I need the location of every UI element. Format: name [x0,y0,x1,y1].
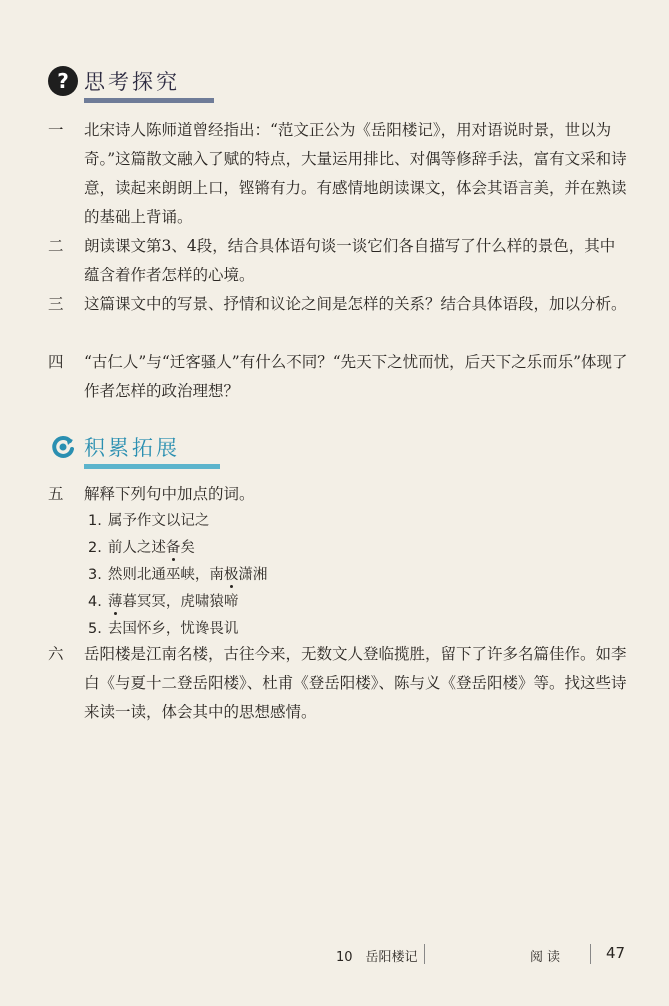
question-5 [48,480,628,509]
question-text: 岳阳楼是江南名楼，古往今来，无数文人登临揽胜，留下了许多名篇佳作。如李白《与夏十二登岳阳楼》、杜甫《登岳阳楼》、陈与义《登岳阳楼》等。找这些诗来读一读，体会其中的思想感情。 [84,645,627,721]
dotted-word: 备 [165,540,181,556]
title-underline [84,98,214,103]
question-text: 朗读课文第3、4段，结合具体语句谈一谈它们各自描写了什么样的景色，其中蕴含着作者怎样的心境。 [84,237,616,284]
page-number: 47 [606,944,626,962]
question-number: 六 [48,645,64,663]
sub-item-2: 2. 前人之述备矣 [88,540,195,556]
question-number: 二 [48,237,64,255]
question-text: 这篇课文中的写景、抒情和议论之间是怎样的关系？结合具体语段，加以分析。 [84,295,627,313]
footer-divider [424,944,425,964]
question-text: 解释下列句中加点的词。 [84,485,255,503]
question-number: 一 [48,121,64,139]
question-4 [48,348,628,406]
question-number: 三 [48,295,64,313]
question-text: 北宋诗人陈师道曾经指出：“范文正公为《岳阳楼记》，用对语说时景，世以为奇。”这篇散文融入了赋的特点，大量运用排比、对偶等修辞手法，富有文采和诗意，读起来朗朗上口，铿锵有力。有感情地朗读课文，体会其语言美，并在熟读的基础上背诵。 [84,121,627,226]
sub-item-3: 3. 然则北通巫峡，南极潇湘 [88,567,268,583]
dotted-word: 薄 [107,594,123,610]
question-number: 五 [48,485,64,503]
footer-divider [590,944,591,964]
question-number: 四 [48,353,64,371]
title-underline [84,464,220,469]
question-1 [48,116,628,232]
question-3 [48,290,628,319]
section-header-thinking [48,66,180,96]
question-icon: ? [48,66,78,96]
dotted-word: 极 [223,567,239,583]
question-2 [48,232,628,290]
footer-section: 阅读 [530,950,565,965]
section-header-accumulate [48,432,180,462]
sub-item-5: 5. 去国怀乡，忧谗畏讥 [88,621,239,637]
question-text: “古仁人”与“迁客骚人”有什么不同？“先天下之忧而忧，后天下之乐而乐”体现了作者怎样的政治理想？ [84,353,628,400]
section-title: 思考探究 [84,70,180,94]
sub-item-4: 4. 薄暮冥冥，虎啸猿啼 [88,594,239,610]
question-6 [48,640,628,727]
refresh-arrow-icon [48,432,78,462]
sub-item-1: 1. 属予作文以记之 [88,513,210,529]
section-title: 积累拓展 [84,436,180,460]
footer-chapter: 10 岳阳楼记 [336,950,418,965]
